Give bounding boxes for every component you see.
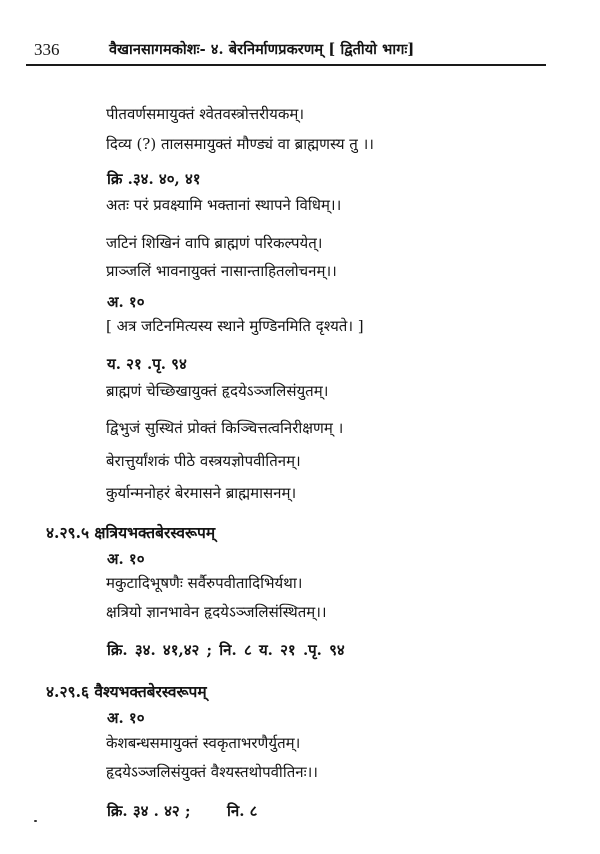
- source-reference: अ. १०: [107, 550, 145, 568]
- verse-line: जटिनं शिखिनं वापि ब्राह्मणं परिकल्पयेत्।: [106, 234, 323, 252]
- verse-line: ब्राह्मणं चेच्छिखायुक्तं हृदयेऽञ्जलिसंयुतम्।: [106, 382, 329, 400]
- section-heading: ४.२९.६ वैश्यभक्तबेरस्वरूपम्: [46, 682, 207, 701]
- verse-line: दिव्य (?) तालसमायुक्तं मौण्ड्यं वा ब्राह्मणस्य तु ।।: [106, 135, 374, 153]
- running-title: वैखानसागमकोशः- ४. बेरनिर्माणप्रकरणम् [ द्वितीयो भागः]: [109, 41, 415, 58]
- verse-line: द्विभुजं सुस्थितं प्रोक्तं किञ्चित्तत्वनिरीक्षणम् ।: [106, 419, 344, 437]
- verse-line: हृदयेऽञ्जलिसंयुक्तं वैश्यस्तथोपवीतिनः।।: [106, 763, 318, 781]
- source-reference: क्रि. ३४. ४१,४२ ; नि. ८ य. २१ .पृ. ९४: [107, 641, 345, 659]
- section-heading: ४.२९.५ क्षत्रियभक्तबेरस्वरूपम्: [46, 523, 216, 542]
- source-reference: य. २१ .पृ. ९४: [107, 355, 187, 373]
- verse-line: कुर्यान्मनोहरं बेरमासने ब्राह्ममासनम्।: [106, 484, 297, 502]
- verse-line: अतः परं प्रवक्ष्यामि भक्तानां स्थापने विधिम्।।: [106, 196, 342, 214]
- verse-line: मकुटादिभूषणैः सर्वैरुपवीतादिभिर्यथा।: [106, 574, 303, 592]
- source-reference: अ. १०: [107, 293, 145, 311]
- verse-line: क्षत्रियो ज्ञानभावेन हृदयेऽञ्जलिसंस्थितम्।।: [106, 603, 327, 621]
- source-reference: क्रि. ३४ . ४२ ; नि. ८: [107, 802, 258, 820]
- page-number: 336: [34, 40, 60, 59]
- print-speck: [34, 820, 37, 822]
- source-reference: अ. १०: [107, 709, 145, 727]
- verse-line: केशबन्धसमायुक्तं स्वकृताभरणैर्युतम्।: [106, 734, 301, 752]
- verse-line: प्राञ्जलिं भावनायुक्तं नासान्ताहितलोचनम्।।: [106, 262, 337, 280]
- verse-line: बेरात्तुर्यांशकं पीठे वस्त्रयज्ञोपवीतिनम्।: [106, 452, 301, 470]
- editorial-note: [ अत्र जटिनमित्यस्य स्थाने मुण्डिनमिति दृश्यते। ]: [106, 317, 364, 335]
- source-reference: क्रि .३४. ४०, ४१: [107, 170, 201, 188]
- verse-line: पीतवर्णसमायुक्तं श्वेतवस्त्रोत्तरीयकम्।: [106, 105, 305, 123]
- header-rule: [26, 64, 546, 66]
